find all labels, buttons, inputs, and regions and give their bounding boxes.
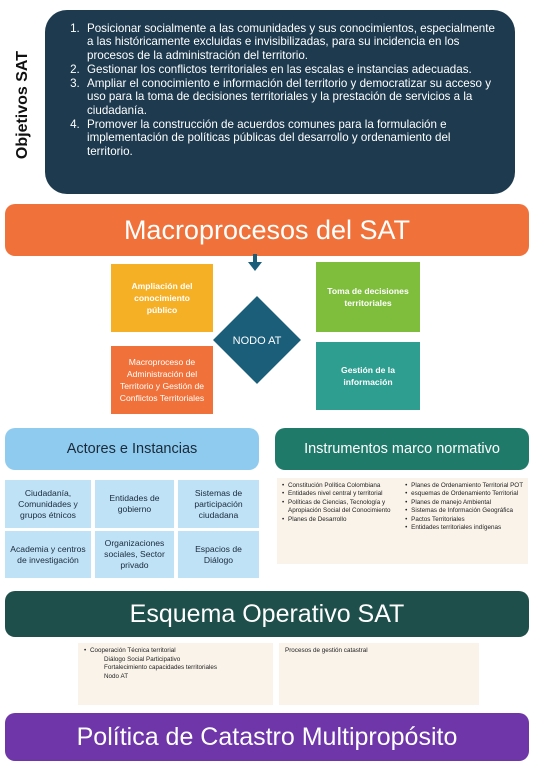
actor-cell-ciudadania: Ciudadanía, Comunidades y grupos étnicos [5, 480, 91, 528]
instrumento-item: • Políticas de Ciencias, Tecnología y Apropiación Social del Conocimiento [282, 499, 396, 516]
actor-cell-entidades: Entidades de gobierno [95, 480, 174, 528]
objetivo-item-3: 3. Ampliar el conocimiento e información del territorio y democratizar su acceso y uso para la toma de decisiones territoriales y la prestación de servicios a la ciudadanía. [83, 77, 499, 117]
actores-grid [5, 480, 259, 579]
instrumento-item: • Sistemas de Información Geográfica [405, 507, 524, 515]
esquema-subitem: Nodo AT [104, 672, 129, 680]
ampliacion-conocimiento-box: Ampliación del conocimiento público [111, 264, 213, 332]
macroprocesos-banner: Macroprocesos del SAT [5, 204, 529, 256]
instrumento-item: • Entidades nivel central y territorial [282, 490, 396, 498]
objetivo-item-2: 2. Gestionar los conflictos territoriales en las escalas e instancias adecuadas. [83, 63, 499, 76]
toma-decisiones-box: Toma de decisiones territoriales [316, 262, 420, 332]
actor-cell-sistemas: Sistemas de participación ciudadana [178, 480, 259, 528]
actor-cell-organizaciones: Organizaciones sociales, Sector privado [95, 531, 174, 578]
objetivo-item-1: 1. Posicionar socialmente a las comunidades y sus conocimientos, especialmente a las históricamente excluidas e invisibilizadas, para su incidencia en los procesos de la administración del territorio. [83, 22, 499, 62]
politica-catastro-banner: Política de Catastro Multipropósito [5, 713, 529, 761]
instrumentos-list-right [400, 478, 528, 564]
actor-cell-espacios: Espacios de Diálogo [178, 531, 259, 578]
instrumento-item: • Constitución Política Colombiana [282, 482, 396, 490]
actor-cell-academia: Academia y centros de investigación [5, 531, 91, 578]
instrumentos-panel [277, 478, 528, 564]
instrumento-item: • Planes de Ordenamiento Territorial POT [405, 482, 524, 490]
objetivos-label [8, 30, 38, 180]
esquema-subitem: Diálogo Social Participativo [104, 655, 181, 663]
instrumentos-list-left [277, 478, 400, 564]
instrumento-item: • Planes de manejo Ambiental [405, 499, 524, 507]
gestion-informacion-box: Gestión de la información [316, 342, 420, 410]
instrumento-item: • esquemas de Ordenamiento Territorial [405, 490, 524, 498]
objetivos-list [59, 22, 499, 158]
instrumento-item: • Planes de Desarrollo [282, 516, 396, 524]
objetivo-item-4: 4. Promover la construcción de acuerdos comunes para la formulación e implementación de políticas públicas del desarrollo y ordenamiento del territorio. [83, 118, 499, 158]
esquema-subitem: Fortalecimiento capacidades territoriales [104, 664, 218, 672]
objetivos-label-text: Objetivos SAT [14, 50, 31, 160]
instrumentos-marco-header: Instrumentos marco normativo [275, 428, 529, 470]
arrow-down-icon [247, 254, 263, 272]
instrumento-item: • Entidades territoriales indígenas [405, 524, 524, 532]
esquema-panel-left [78, 643, 273, 705]
instrumento-item: • Pactos Territoriales [405, 516, 524, 524]
esquema-item: Procesos de gestión catastral [285, 647, 368, 654]
macroproceso-administracion-box: Macroproceso de Administración del Territorio y Gestión de Conflictos Territoriales [111, 346, 213, 414]
objetivos-panel [45, 10, 515, 194]
esquema-item: • Cooperación Técnica territorial [84, 647, 267, 656]
actores-instancias-header: Actores e Instancias [5, 428, 259, 470]
esquema-operativo-banner: Esquema Operativo SAT [5, 591, 529, 637]
esquema-panel-right [279, 643, 479, 705]
nodo-at-label: NODO AT [232, 334, 282, 347]
